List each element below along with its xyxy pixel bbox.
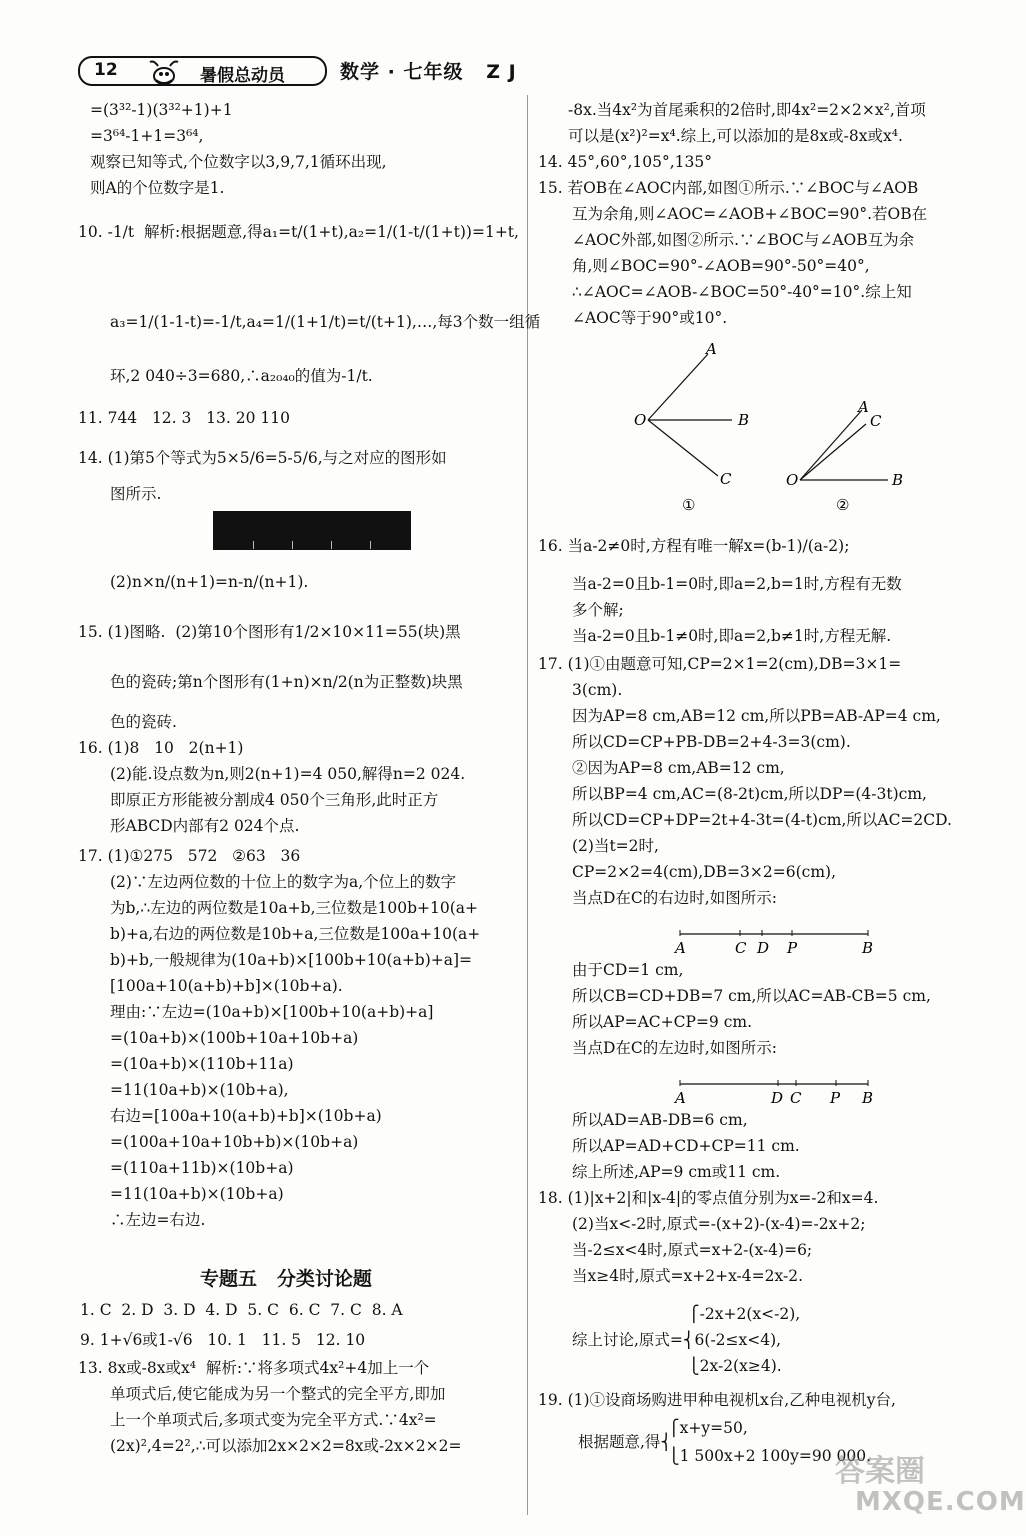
fig1-caption: ① xyxy=(682,496,696,514)
left-text-line: 右边=[100a+10(a+b)+b]×(10b+a) xyxy=(110,1107,382,1125)
right-text-line: 18. (1)|x+2|和|x-4|的零点值分别为x=-2和x=4. xyxy=(538,1189,879,1207)
right-text-line: ⎧x+y=50, xyxy=(668,1419,748,1437)
seg2-label-a: A xyxy=(675,1089,686,1107)
left-text-line: 上一个单项式后,多项式变为完全平方式.∵4x²= xyxy=(110,1411,437,1429)
right-text-line: 3(cm). xyxy=(572,681,623,699)
tile-separator xyxy=(253,541,254,549)
seg2-label-b: B xyxy=(862,1089,874,1107)
right-text-line: ②因为AP=8 cm,AB=12 cm, xyxy=(572,759,785,777)
left-text-line: 环,2 040÷3=680,∴a₂₀₄₀的值为-1/t. xyxy=(110,367,373,385)
left-text-line: 1. C 2. D 3. D 4. D 5. C 6. C 7. C 8. A xyxy=(80,1301,403,1319)
right-text-line: 当点D在C的左边时,如图所示: xyxy=(572,1039,777,1057)
seg2-label-c: C xyxy=(790,1089,802,1107)
seg1-label-d: D xyxy=(757,939,770,957)
fig2-label-c: C xyxy=(870,412,882,430)
page-header xyxy=(78,52,538,86)
left-text-line: 观察已知等式,个位数字以3,9,7,1循环出现, xyxy=(90,153,387,171)
left-text-line: 图所示. xyxy=(110,485,162,503)
left-text-line: 13. 8x或-8x或x⁴ 解析:∵将多项式4x²+4加上一个 xyxy=(78,1359,430,1377)
left-text-line: =(10a+b)×(110b+11a) xyxy=(110,1055,294,1073)
left-text-line: 17. (1)①275 572 ②63 36 xyxy=(78,847,301,865)
seg2-label-p: P xyxy=(830,1089,841,1107)
segment-figure-2 xyxy=(670,1076,880,1106)
tile-separator xyxy=(292,541,293,549)
book-title: 暑假总动员 xyxy=(200,66,285,86)
left-text-line: 则A的个位数字是1. xyxy=(90,179,225,197)
left-text-line: b)+b,一般规律为(10a+b)×[100b+10(a+b)+a]= xyxy=(110,951,473,969)
left-text-line: 为b,∴左边的两位数是10a+b,三位数是100b+10(a+ xyxy=(110,899,479,917)
right-text-line: 16. 当a-2≠0时,方程有唯一解x=(b-1)/(a-2); xyxy=(538,537,850,555)
right-text-line: CP=2×2=4(cm),DB=3×2=6(cm), xyxy=(572,863,836,881)
seg1-label-p: P xyxy=(787,939,798,957)
left-text-line: 16. (1)8 10 2(n+1) xyxy=(78,739,244,757)
seg1-label-b: B xyxy=(862,939,874,957)
left-text-line: 15. (1)图略. (2)第10个图形有1/2×10×11=55(块)黑 xyxy=(78,623,461,641)
subject-grade: 数学 · 七年级 Z J xyxy=(340,61,517,83)
right-text-line: 当-2≤x<4时,原式=x+2-(x-4)=6; xyxy=(572,1241,813,1259)
watermark-logo: 答案圈 xyxy=(835,1454,925,1489)
left-text-line: [100a+10(a+b)+b]×(10b+a). xyxy=(110,977,343,995)
seg1-label-a: A xyxy=(675,939,686,957)
right-text-line: ⎧-2x+2(x<-2), xyxy=(688,1305,801,1323)
right-text-line: 角,则∠BOC=90°-∠AOB=90°-50°=40°, xyxy=(572,257,870,275)
right-text-line: (2)当x<-2时,原式=-(x+2)-(x-4)=-2x+2; xyxy=(572,1215,866,1233)
right-text-line: 当点D在C的右边时,如图所示: xyxy=(572,889,777,907)
left-text-line: 10. -1/t 解析:根据题意,得a₁=t/(1+t),a₂=1/(1-t/(1+t))=1+t, xyxy=(78,223,519,241)
right-text-line: ⎩1 500x+2 100y=90 000. xyxy=(668,1447,872,1465)
right-text-line: 综上讨论,原式=⎨6(-2≤x<4), xyxy=(572,1331,782,1349)
right-text-line: ∠AOC等于90°或10°. xyxy=(572,309,728,327)
seg1-label-c: C xyxy=(735,939,747,957)
left-text-line: =(100a+10a+10b+b)×(10b+a) xyxy=(110,1133,359,1151)
left-text-line: 理由:∵左边=(10a+b)×[100b+10(a+b)+a] xyxy=(110,1003,434,1021)
fig1-label-o: O xyxy=(634,411,647,429)
left-text-line: ∴左边=右边. xyxy=(110,1211,206,1229)
right-text-line: ∠AOC外部,如图②所示.∵∠BOC与∠AOB互为余 xyxy=(572,231,915,249)
left-text-line: =11(10a+b)×(10b+a) xyxy=(110,1185,284,1203)
page-number: 12 xyxy=(94,60,118,80)
right-text-line: ⎩2x-2(x≥4). xyxy=(688,1357,782,1375)
watermark-url: MXQE.COM xyxy=(855,1487,1026,1517)
right-text-line: 所以BP=4 cm,AC=(8-2t)cm,所以DP=(4-3t)cm, xyxy=(572,785,927,803)
right-text-line: 19. (1)①设商场购进甲种电视机x台,乙种电视机y台, xyxy=(538,1391,896,1409)
fig1-label-b: B xyxy=(738,411,750,429)
right-text-line: -8x.当4x²为首尾乘积的2倍时,即4x²=2×2×x²,首项 xyxy=(568,101,926,119)
bee-mascot-icon xyxy=(142,58,186,88)
left-text-line: =(10a+b)×(100b+10a+10b+a) xyxy=(110,1029,359,1047)
right-text-line: 所以CD=CP+PB-DB=2+4-3=3(cm). xyxy=(572,733,851,751)
left-text-line: 形ABCD内部有2 024个点. xyxy=(110,817,300,835)
segment-figure-1 xyxy=(670,926,880,956)
right-text-line: 多个解; xyxy=(572,601,624,619)
section-title: 专题五 分类讨论题 xyxy=(200,1268,372,1290)
right-text-line: 可以是(x²)²=x⁴.综上,可以添加的是8x或-8x或x⁴. xyxy=(568,127,903,145)
right-text-line: (2)当t=2时, xyxy=(572,837,659,855)
right-text-line: 所以AP=AD+CD+CP=11 cm. xyxy=(572,1137,800,1155)
right-text-line: 17. (1)①由题意可知,CP=2×1=2(cm),DB=3×1= xyxy=(538,655,902,673)
fig1-label-c: C xyxy=(720,470,732,488)
left-text-line: (2)能.设点数为n,则2(n+1)=4 050,解得n=2 024. xyxy=(110,765,466,783)
right-text-line: ∴∠AOC=∠AOB-∠BOC=50°-40°=10°.综上知 xyxy=(572,283,912,301)
angle-figures xyxy=(620,340,920,525)
seg2-label-d: D xyxy=(771,1089,784,1107)
tile-separator xyxy=(370,541,371,549)
left-text-line: =3⁶⁴-1+1=3⁶⁴, xyxy=(90,127,204,145)
left-text-line: (2x)²,4=2²,∴可以添加2x×2×2=8x或-2x×2×2= xyxy=(110,1437,462,1455)
right-text-line: 因为AP=8 cm,AB=12 cm,所以PB=AB-AP=4 cm, xyxy=(572,707,941,725)
fig2-label-o: O xyxy=(786,471,799,489)
left-text-line: =(3³²-1)(3³²+1)+1 xyxy=(90,101,233,119)
right-text-line: 综上所述,AP=9 cm或11 cm. xyxy=(572,1163,781,1181)
left-text-line: =11(10a+b)×(10b+a), xyxy=(110,1081,289,1099)
column-divider xyxy=(527,95,528,1515)
left-text-line: a₃=1/(1-1-t)=-1/t,a₄=1/(1+1/t)=t/(t+1),…,每3个数一组循 xyxy=(110,313,541,331)
right-text-line: 所以CD=CP+DP=2t+4-3t=(4-t)cm,所以AC=2CD. xyxy=(572,811,952,829)
tile-figure xyxy=(213,511,411,550)
right-text-line: 互为余角,则∠AOC=∠AOB+∠BOC=90°.若OB在 xyxy=(572,205,928,223)
left-text-line: 即原正方形能被分割成4 050个三角形,此时正方 xyxy=(110,791,439,809)
left-text-line: (2)∵左边两位数的十位上的数字为a,个位上的数字 xyxy=(110,873,457,891)
left-text-line: 色的瓷砖;第n个图形有(1+n)×n/2(n为正整数)块黑 xyxy=(110,673,463,691)
right-text-line: 所以AP=AC+CP=9 cm. xyxy=(572,1013,753,1031)
right-text-line: 15. 若OB在∠AOC内部,如图①所示.∵∠BOC与∠AOB xyxy=(538,179,919,197)
left-text-line: 色的瓷砖. xyxy=(110,713,177,731)
fig2-caption: ② xyxy=(836,496,850,514)
left-text-line: 单项式后,使它能成为另一个整式的完全平方,即加 xyxy=(110,1385,446,1403)
left-text-line: b)+a,右边的两位数是10b+a,三位数是100a+10(a+ xyxy=(110,925,481,943)
left-text-line: 11. 744 12. 3 13. 20 110 xyxy=(78,409,290,427)
right-text-line: 当x≥4时,原式=x+2+x-4=2x-2. xyxy=(572,1267,803,1285)
fig2-label-b: B xyxy=(892,471,904,489)
right-text-line: 所以CB=CD+DB=7 cm,所以AC=AB-CB=5 cm, xyxy=(572,987,931,1005)
left-text-line: 14. (1)第5个等式为5×5/6=5-5/6,与之对应的图形如 xyxy=(78,449,447,467)
fig2-label-a: A xyxy=(858,398,869,416)
page-badge xyxy=(78,56,327,86)
right-text-line: 所以AD=AB-DB=6 cm, xyxy=(572,1111,748,1129)
left-text-line: 9. 1+√6或1-√6 10. 1 11. 5 12. 10 xyxy=(80,1331,366,1349)
right-text-line: 当a-2=0且b-1=0时,即a=2,b=1时,方程有无数 xyxy=(572,575,902,593)
right-text-line: 由于CD=1 cm, xyxy=(572,961,684,979)
tile-separator xyxy=(331,541,332,549)
left-text-line: =(110a+11b)×(10b+a) xyxy=(110,1159,294,1177)
fig1-label-a: A xyxy=(706,340,717,358)
left-text-line: (2)n×n/(n+1)=n-n/(n+1). xyxy=(110,573,309,591)
right-text-line: 14. 45°,60°,105°,135° xyxy=(538,153,712,171)
right-text-line: 当a-2=0且b-1≠0时,即a=2,b≠1时,方程无解. xyxy=(572,627,892,645)
right-text-line: 根据题意,得⎨ xyxy=(578,1433,673,1451)
